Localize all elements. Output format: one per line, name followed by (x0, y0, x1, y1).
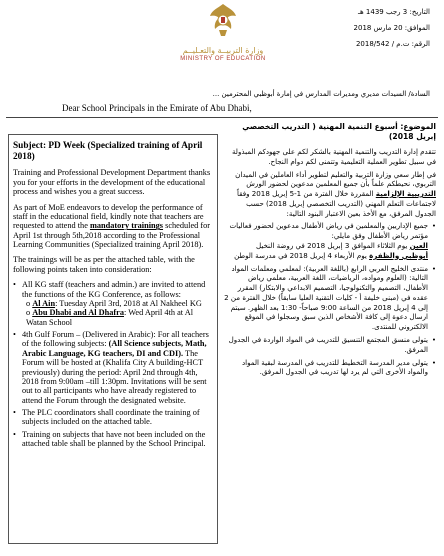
list-item: • Training on subjects that have not been included on the attached table shall be planned by the School Principal. (13, 430, 213, 449)
list-item: • All KG staff (teachers and admin.) are invited to attend the functions of the KG Conference, as follows: o Al Ain: Tuesday April 3rd, 2018 at Al Nakheel KG o Abu Dhabi and Al Dhafra: Wed April 4th at Al Watan School (13, 280, 213, 327)
ministry-logo (148, 2, 298, 68)
list-item: • يتولى منسق المجتمع التنسيق للتدريب في المواد الواردة في الجدول المرفق. (224, 335, 436, 355)
sub-item-abu-dhabi: o Abu Dhabi and Al Dhafra: Wed April 4th at Al Watan School (26, 308, 194, 327)
list-item: • يتولى مدير المدرسة التخطيط للتدريب في المدرسة لبقية المواد والمواد الأخرى التي لم يرد لها تدريب في الجدول المرفق. (224, 358, 436, 378)
arabic-paragraph-2: في إطار سعي وزارة التربية والتعليم لتطوير أداء العاملين في الميدان التربوي، نحيطكم علماً بأن جميع المعلمين مدعوين لحضور الورش التدريبية الإلزامية المقررة خلال الفترة من 1-5 إبريل 2018 وفقاً لاجتماعات التعلم المهني (التدريب التخصصي إبريل 2018) حسب الجدول المرفق، مع الأخذ بعين الاعتبار البنود التالية: (235, 169, 436, 218)
english-letter-panel (8, 134, 218, 544)
arabic-subject: الموضوع: أسبوع التنمية المهنية ( التدريب التخصصي إبريل 2018) (242, 122, 436, 142)
english-paragraph-2: As part of MoE endeavors to develop the performance of staff in the educational field, kindly note that teachers are requested to attend the mandatory trainings scheduled for April 1st through 5th,2018 according to the Professional Learning Communities (Specialized training April 2018). (13, 202, 211, 249)
address-english: Dear School Principals in the Emirate of Abu Dhabi, (62, 103, 252, 113)
sub-item-al-ain: o Al Ain: Tuesday April 3rd, 2018 at Al Nakheel KG (26, 298, 202, 308)
date-hijri: التاريخ: 3 رجب 1439 هـ (357, 8, 430, 16)
arabic-letter-column (224, 122, 436, 550)
ministry-name-ar: وزارة التربيــة والتعـليــم (182, 46, 264, 55)
english-paragraph-3: The trainings will be as per the attached table, with the following points taken into consideration: (13, 255, 195, 274)
date-gregorian: الموافق: 20 مارس 2018 (353, 24, 430, 32)
arabic-paragraph-1: تتقدم إدارة التدريب والتنمية المهنية بالشكر لكم على جهودكم المبذولة في سبيل تطوير العملية التعليمية وتتمنى لكم دوام النجاح. (231, 146, 436, 166)
uae-emblem-icon (208, 2, 238, 38)
ministry-name-en: MINISTRY OF EDUCATION (180, 56, 266, 62)
list-item: • منتدى الخليج العربي الرابع (باللغة العربية): لمعلمي ومعلمات المواد التالية: (العلوم ومواده، الرياضيات، اللغة العربية، معلمي رياض الأطفال، التصميم والتكنولوجيا، التصميم الابداعي والابتكار) المقرر عقده في (مبنى خليفة أ - كليات التقنية العليا سابقاً) خلال الفترة من 2 إلى 4 إبريل 2018 من الساعة 9:00 صباحاً- 1:30 بعد الظهر. سيتم ارسال دعوة إلى كافة الأشخاص الذين سبق وسجلوا في الموقع الالكتروني للمنتدى. (224, 264, 436, 332)
english-subject: Subject: PD Week (Specialized training of April 2018) (13, 141, 203, 162)
english-paragraph-1: Training and Professional Development Department thanks you for your efforts in the development of the educational process and wishes you a great success. (13, 168, 211, 197)
list-item: • The PLC coordinators shall coordinate the training of subjects included on the attached table. (13, 408, 213, 427)
list-item: • جميع الإداريين والمعلمين في رياض الأطفال مدعوين لحضور فعاليات مؤتمر رياض الأطفال وفق مايلي: العين يوم الثلاثاء الموافق 3 إبريل 2018 في روضة النخيل أبوظبي والظفرة يوم الأربعاء 4 إبريل 2018 في مدرسة الوطن (224, 221, 436, 260)
divider (6, 117, 438, 118)
list-item: • 4th Gulf Forum – (Delivered in Arabic): For all teachers of the following subjects: (All Science subjects, Math, Arabic Language, KG teachers, DI and CDI). The Forum will be hosted at (Khalifa City A building-HCT previously) during the period: April 2nd through 4th, 2018 from 9:00am –till 1:30pm. Invitations will be sent out to all participants who have already registered to attend the Forum through the designated website. (13, 330, 213, 405)
english-bullet-list (13, 280, 213, 448)
address-arabic: السادة/ السيدات مديري ومديرات المدارس في إمارة أبوظبي المحترمين ... (212, 90, 430, 98)
reference-number: الرقم: ت.م / 2018/542 (355, 40, 430, 48)
